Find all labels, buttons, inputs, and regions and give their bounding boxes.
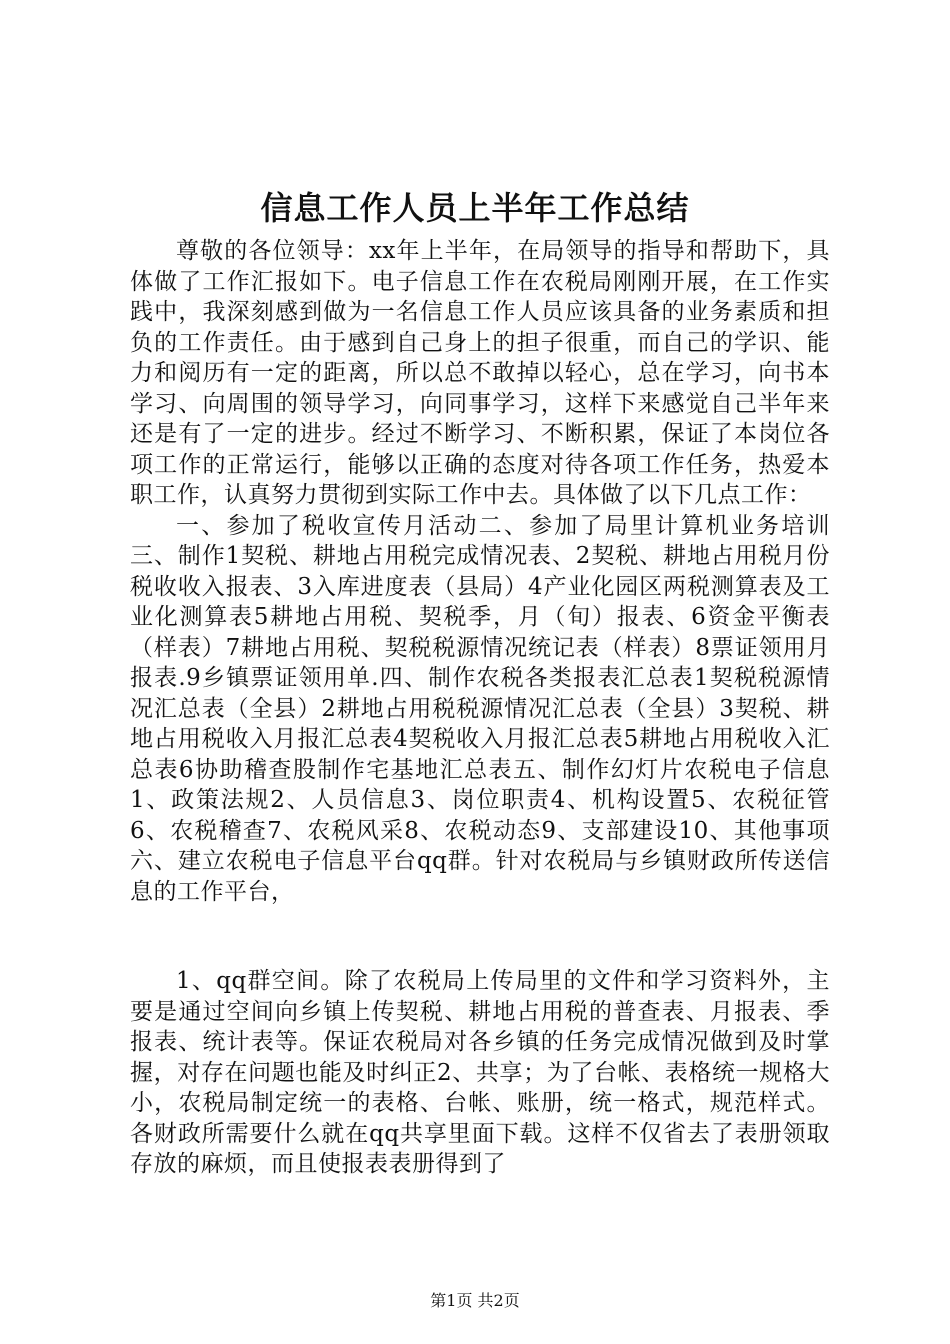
paragraph-intro: 尊敬的各位领导：xx年上半年，在局领导的指导和帮助下，具体做了工作汇报如下。电子信息工作在农税局刚刚开展，在工作实践中，我深刻感到做为一名信息工作人员应该具备的业务素质和担负的工作责任。由于感到自己身上的担子很重，而自己的学识、能力和阅历有一定的距离，所以总不敢掉以轻心，总在学习，向书本学习、向周围的领导学习，向同事学习，这样下来感觉自己半年来还是有了一定的进步。经过不断学习、不断积累，保证了本岗位各项工作的正常运行，能够以正确的态度对待各项工作任务，热爱本职工作，认真努力贯彻到实际工作中去。具体做了以下几点工作：: [130, 238, 830, 508]
document-title: 信息工作人员上半年工作总结: [260, 189, 690, 227]
page-number-footer: 第1页 共2页: [430, 1291, 520, 1310]
body-section-2: [130, 966, 830, 1180]
body-section-1: [130, 236, 830, 907]
paragraph-qq-group: 1、qq群空间。除了农税局上传局里的文件和学习资料外，主要是通过空间向乡镇上传契税、耕地占用税的普查表、月报表、季报表、统计表等。保证农税局对各乡镇的任务完成情况做到及时掌握，对存在问题也能及时纠正2、共享；为了台帐、表格统一规格大小，农税局制定统一的表格、台帐、账册，统一格式，规范样式。各财政所需要什么就在qq共享里面下载。这样不仅省去了表册领取存放的麻烦，而且使报表表册得到了: [130, 968, 830, 1177]
paragraph-work-items: 一、参加了税收宣传月活动二、参加了局里计算机业务培训三、制作1契税、耕地占用税完成情况表、2契税、耕地占用税月份税收收入报表、3入库进度表（县局）4产业化园区两税测算表及工业化测算表5耕地占用税、契税季，月（旬）报表、6资金平衡表（样表）7耕地占用税、契税税源情况统记表（样表）8票证领用月报表.9乡镇票证领用单.四、制作农税各类报表汇总表1契税税源情况汇总表（全县）2耕地占用税税源情况汇总表（全县）3契税、耕地占用税收入月报汇总表4契税收入月报汇总表5耕地占用税收入汇总表6协助稽查股制作宅基地汇总表五、制作幻灯片农税电子信息1、政策法规2、人员信息3、岗位职责4、机构设置5、农税征管6、农税稽查7、农税风采8、农税动态9、支部建设10、其他事项六、建立农税电子信息平台qq群。针对农税局与乡镇财政所传送信息的工作平台，: [130, 512, 830, 905]
